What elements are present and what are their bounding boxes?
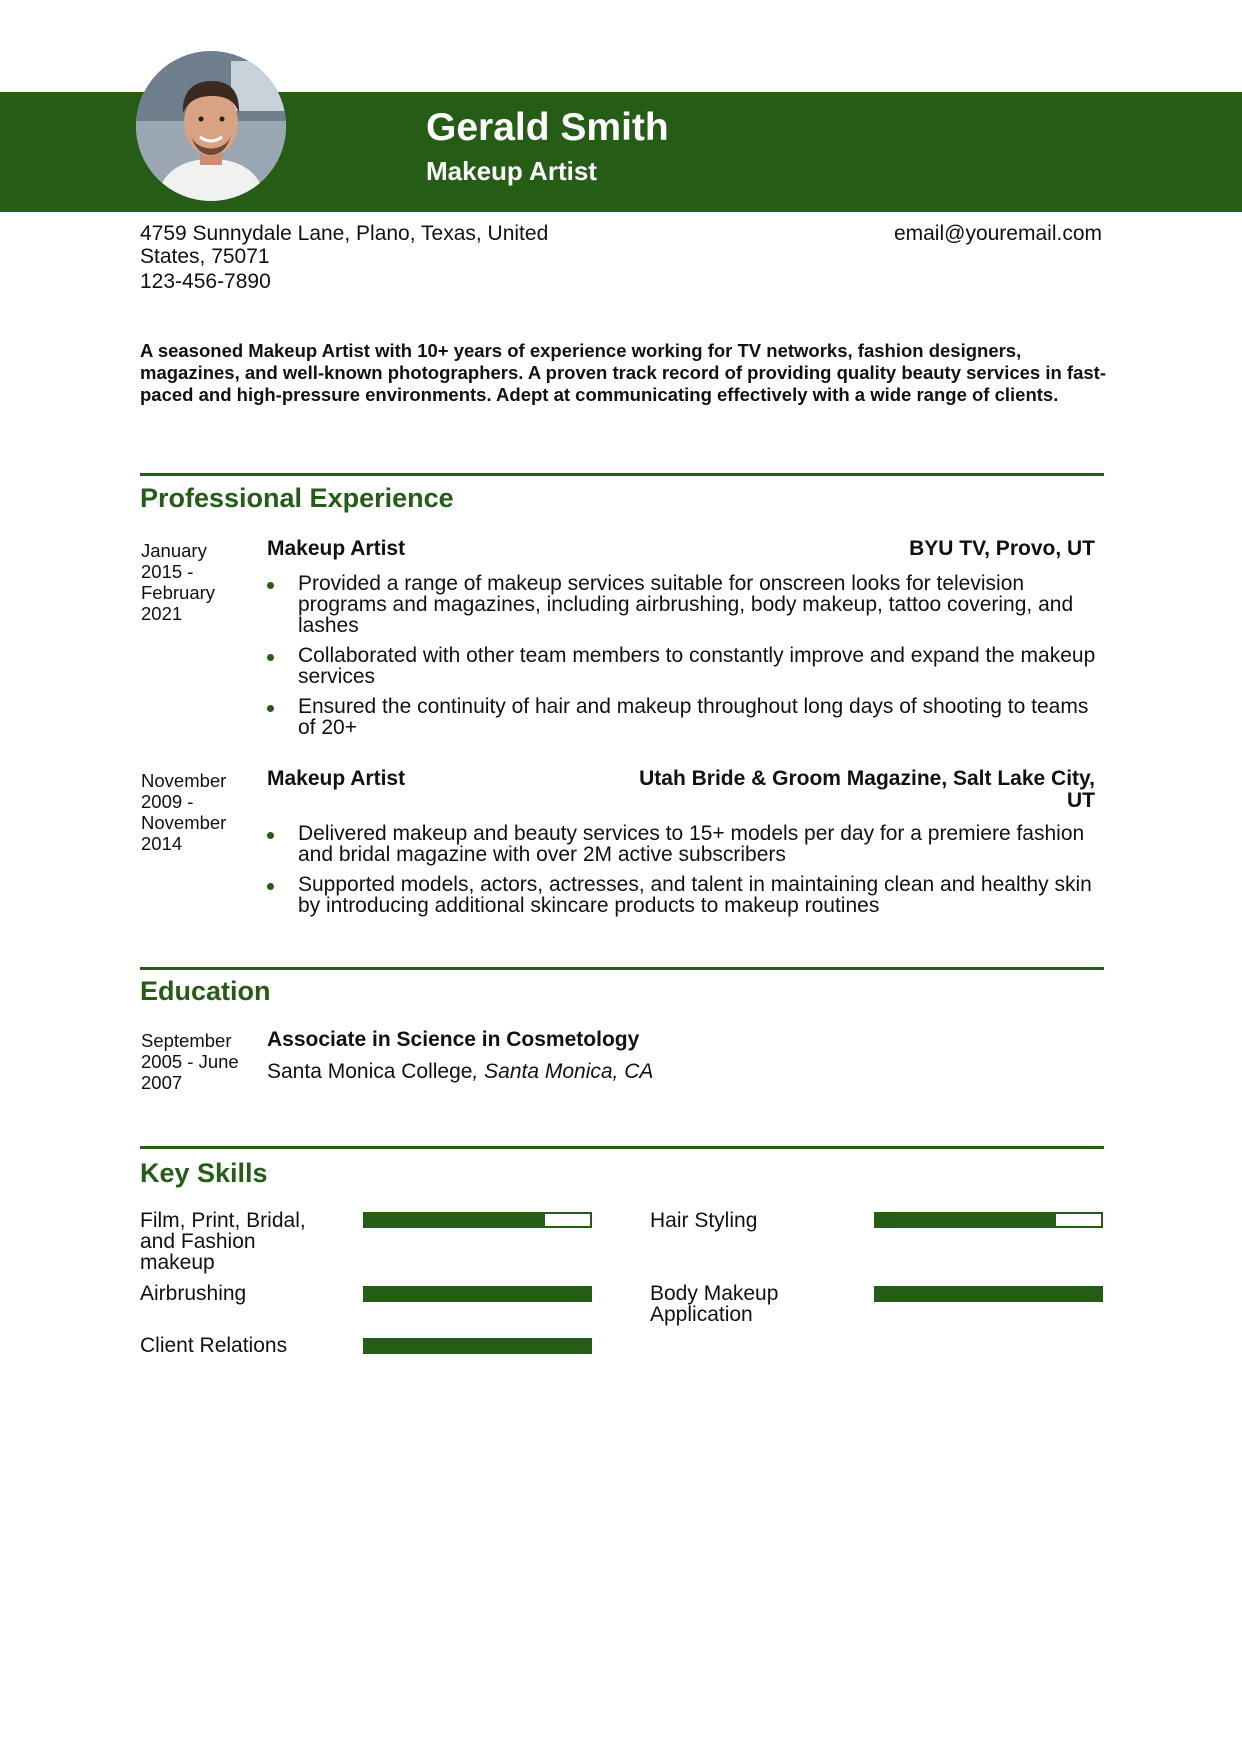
- experience-org: Utah Bride & Groom Magazine, Salt Lake City, UT: [639, 767, 1095, 812]
- section-divider: [140, 1146, 1104, 1149]
- education-dates: September 2005 - June 2007: [141, 1030, 239, 1093]
- section-title-education: Education: [140, 976, 271, 1006]
- skill-level-fill: [876, 1214, 1056, 1226]
- list-item: Delivered makeup and beauty services to 15+ models per day for a premiere fashion and bridal magazine with over 2M active subscribers: [267, 823, 1097, 865]
- section-title-experience: Professional Experience: [140, 483, 454, 513]
- skill-name: Film, Print, Bridal, and Fashion makeup: [140, 1209, 306, 1274]
- bullet-dot-icon: [267, 832, 274, 839]
- skill-name: Airbrushing: [140, 1282, 247, 1305]
- bullet-dot-icon: [267, 582, 274, 589]
- education-degree: Associate in Science in Cosmetology: [267, 1028, 640, 1051]
- education-school: Santa Monica College: [267, 1060, 473, 1083]
- bullet-dot-icon: [267, 883, 274, 890]
- list-item: Provided a range of makeup services suitable for onscreen looks for television programs and magazines, including airbrushing, body makeup, tattoo covering, and lashes: [267, 573, 1097, 636]
- section-title-skills: Key Skills: [140, 1158, 268, 1188]
- skill-level-bar: [874, 1212, 1103, 1228]
- skill-level-bar: [874, 1286, 1103, 1302]
- skill-name: Hair Styling: [650, 1209, 758, 1232]
- skill-level-bar: [363, 1212, 592, 1228]
- contact-phone: 123-456-7890: [140, 270, 271, 293]
- list-item: Supported models, actors, actresses, and talent in maintaining clean and healthy skin by introducing additional skincare products to makeup routines: [267, 874, 1097, 916]
- experience-bullets: [267, 823, 1097, 925]
- avatar: [136, 51, 286, 201]
- skill-level-fill: [365, 1288, 590, 1300]
- contact-email[interactable]: email@youremail.com: [893, 222, 1102, 245]
- experience-title: Makeup Artist: [267, 767, 406, 790]
- skill-level-fill: [365, 1340, 590, 1352]
- education-location: , Santa Monica, CA: [472, 1060, 654, 1083]
- summary-paragraph: A seasoned Makeup Artist with 10+ years of experience working for TV networks, fashion designers, magazines, and well-known photographers. A proven track record of providing quality beauty services in fast-paced and high-pressure environments. Adept at communicating effectively with a wide range of clients.: [140, 340, 1106, 405]
- list-item: Ensured the continuity of hair and makeup throughout long days of shooting to teams of 20+: [267, 696, 1097, 738]
- person-photo-icon: [136, 51, 286, 201]
- list-item: Collaborated with other team members to constantly improve and expand the makeup services: [267, 645, 1097, 687]
- section-divider: [140, 473, 1104, 476]
- education-school-line: [267, 1060, 653, 1084]
- experience-title: Makeup Artist: [267, 537, 406, 560]
- skill-level-fill: [876, 1288, 1101, 1300]
- skill-name: Client Relations: [140, 1334, 288, 1357]
- skill-name: Body Makeup Application: [650, 1282, 779, 1326]
- section-divider: [140, 967, 1104, 970]
- experience-dates: January 2015 - February 2021: [141, 540, 216, 624]
- skill-level-bar: [363, 1286, 592, 1302]
- experience-org: BYU TV, Provo, UT: [909, 537, 1095, 560]
- contact-address: 4759 Sunnydale Lane, Plano, Texas, United States, 75071: [140, 222, 549, 268]
- skill-level-bar: [363, 1338, 592, 1354]
- experience-dates: November 2009 - November 2014: [141, 770, 227, 854]
- bullet-dot-icon: [267, 654, 274, 661]
- bullet-dot-icon: [267, 705, 274, 712]
- candidate-title: Makeup Artist: [426, 156, 597, 186]
- experience-bullets: [267, 573, 1097, 747]
- candidate-name: Gerald Smith: [426, 106, 669, 149]
- skill-level-fill: [365, 1214, 545, 1226]
